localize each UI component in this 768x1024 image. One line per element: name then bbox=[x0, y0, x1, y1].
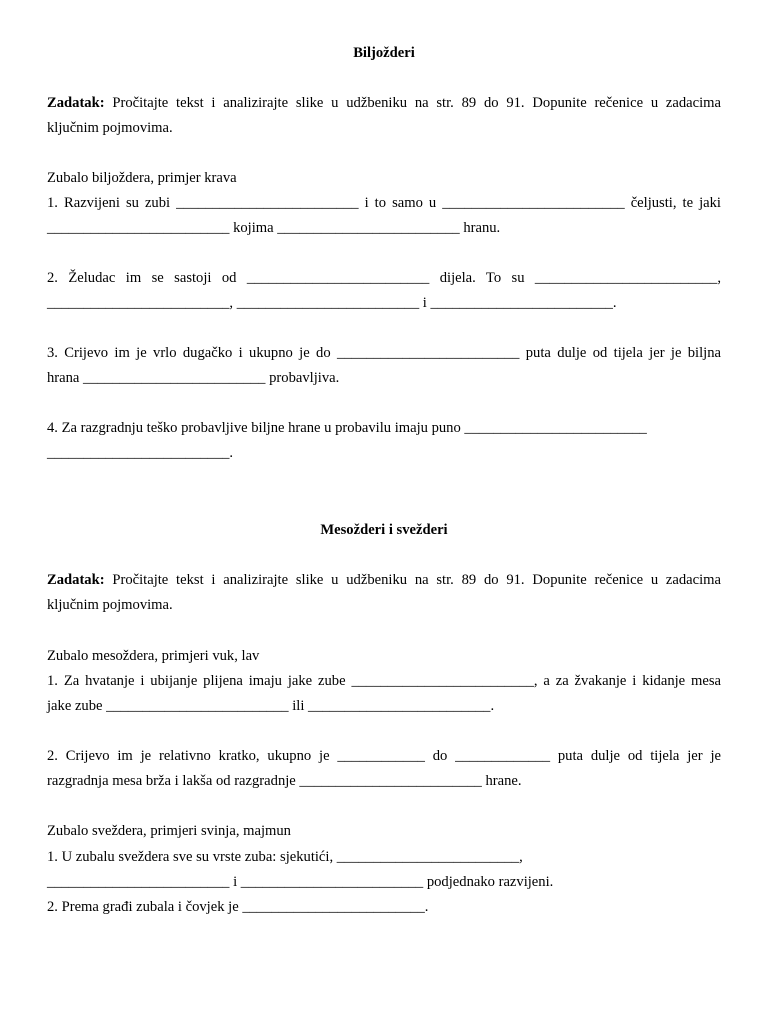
question-line: 4. Za razgradnju teško probavljive biljne hrane u probavilu imaju puno _________________________ bbox=[47, 420, 647, 436]
question-line: _________________________ kojima _________________________ hranu. bbox=[47, 220, 501, 236]
question-line: 2. Želudac im se sastoji od _________________________ dijela. To su _________________________, bbox=[47, 270, 721, 286]
question-line: _________________________, _________________________ i _________________________. bbox=[47, 295, 617, 311]
question-line: jake zube _________________________ ili _________________________. bbox=[47, 698, 495, 714]
question-line: _________________________ i _________________________ podjednako razvijeni. bbox=[47, 874, 554, 890]
question-line: _________________________. bbox=[47, 445, 234, 461]
section-title-carnivores-omnivores: Mesožderi i svežderi bbox=[320, 522, 448, 538]
question-line: 1. U zubalu svеždera sve su vrste zuba: sjekutići, _________________________, bbox=[47, 849, 523, 865]
section-title-herbivores: Biljožderi bbox=[353, 45, 415, 61]
question-line: 2. Prema građi zubala i čovjek je _________________________. bbox=[47, 899, 429, 915]
question-line: razgradnja mesa brža i lakša od razgradnje _________________________ hrane. bbox=[47, 773, 522, 789]
question-line: 3. Crijevo im je vrlo dugačko i ukupno je do _________________________ puta dulje od tijela jer je biljna bbox=[47, 345, 721, 361]
question-line: 2. Crijevo im je relativno kratko, ukupno je ____________ do _____________ puta dulje od tijela jer je bbox=[47, 748, 721, 764]
task-instruction-line bbox=[47, 93, 721, 113]
task-label: Zadatak: bbox=[47, 572, 105, 588]
task-label: Zadatak: bbox=[47, 95, 105, 111]
task-text: Pročitajte tekst i analizirajte slike u udžbeniku na str. 89 do 91. Dopunite rečenice u zadacima bbox=[104, 95, 721, 111]
subheading-carnivore-teeth: Zubalo mesoždera, primjeri vuk, lav bbox=[47, 648, 260, 664]
task-instruction-line-2: ključnim pojmovima. bbox=[47, 597, 173, 613]
question-line: 1. Za hvatanje i ubijanje plijena imaju jake zube _________________________, a za žvakanje i kidanje mesa bbox=[47, 673, 721, 689]
subheading-omnivore-teeth: Zubalo svеždera, primjeri svinja, majmun bbox=[47, 823, 291, 839]
question-line: hrana _________________________ probavljiva. bbox=[47, 370, 340, 386]
task-instruction-line-2: ključnim pojmovima. bbox=[47, 120, 173, 136]
task-instruction-line bbox=[47, 570, 721, 590]
task-text: Pročitajte tekst i analizirajte slike u udžbeniku na str. 89 do 91. Dopunite rečenice u zadacima bbox=[104, 572, 721, 588]
subheading-herbivore-teeth: Zubalo biljoždera, primjer krava bbox=[47, 170, 237, 186]
question-line: 1. Razvijeni su zubi _________________________ i to samo u _________________________ čeljusti, te jaki bbox=[47, 195, 721, 211]
